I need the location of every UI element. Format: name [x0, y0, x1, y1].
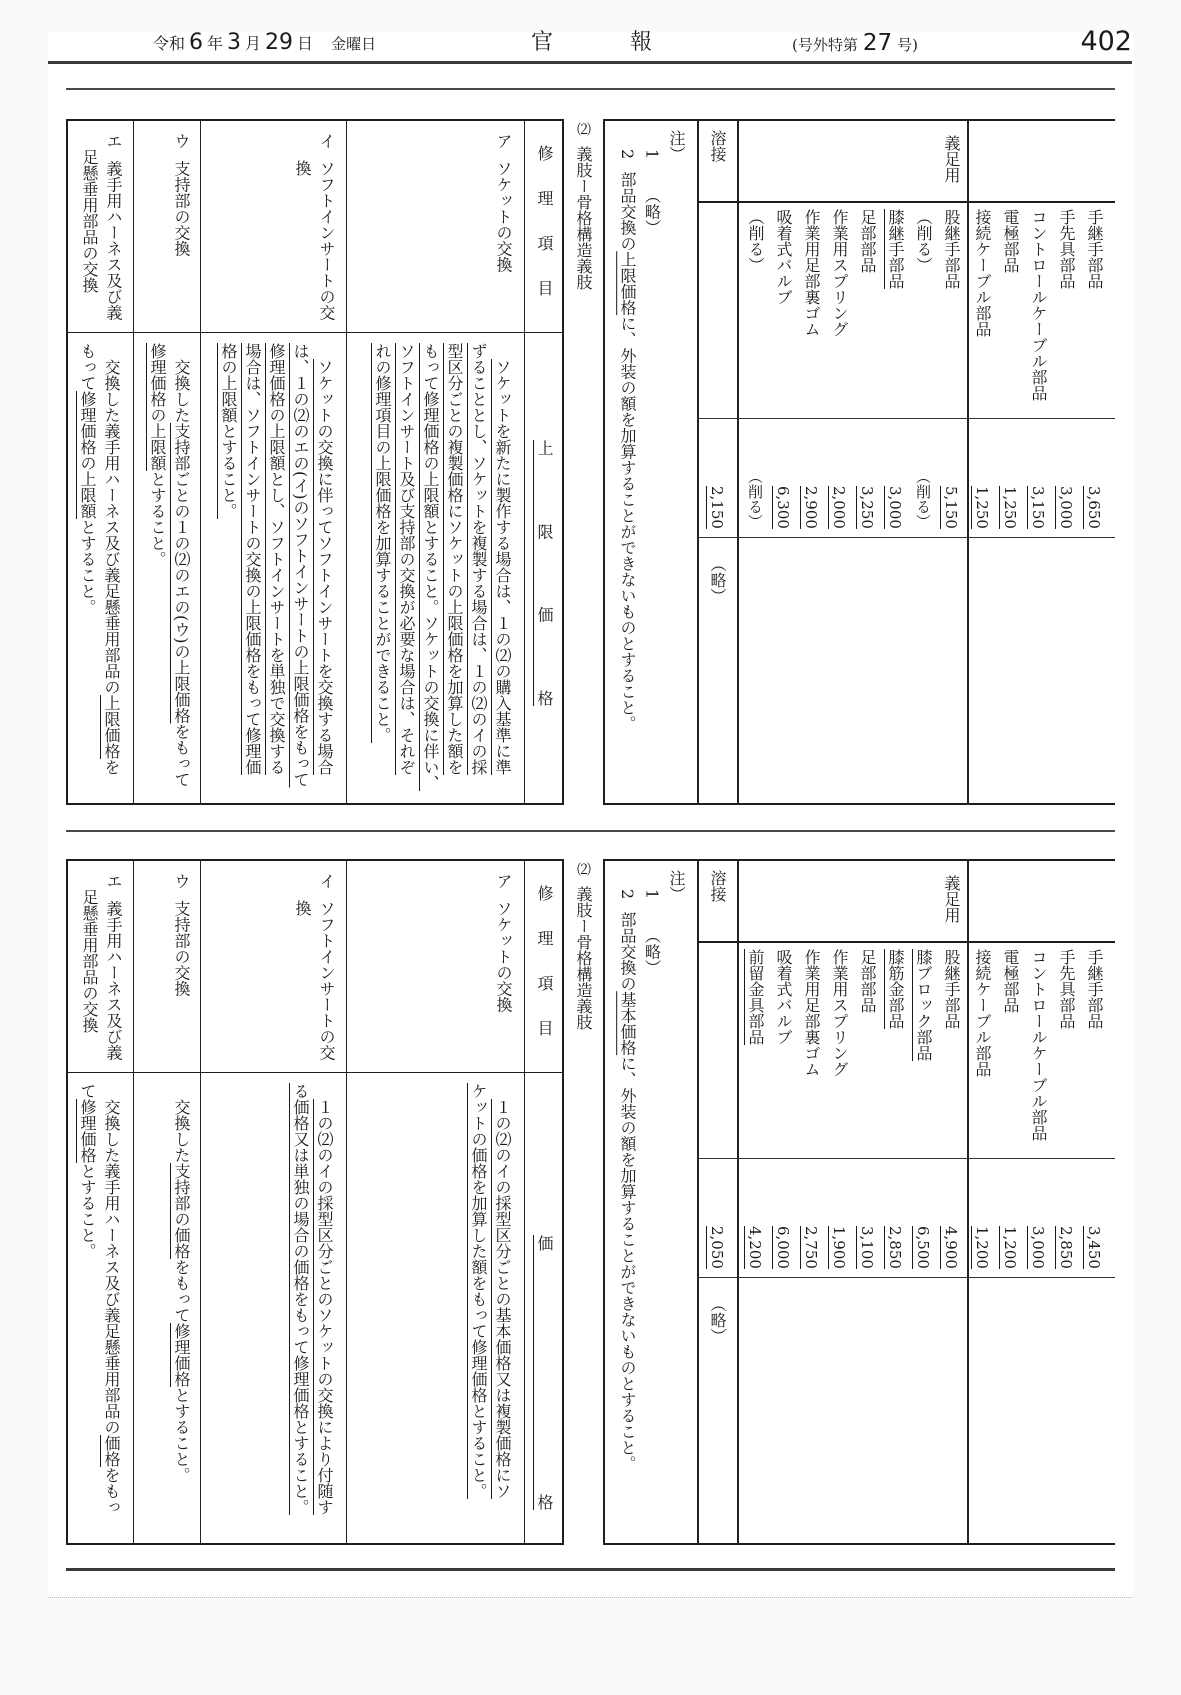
- part-name: 接続ケーブル部品: [973, 949, 992, 1077]
- welding-label: 溶接: [708, 130, 727, 162]
- price-line: [312, 343, 336, 787]
- welding-omitted: （略）: [708, 1296, 727, 1344]
- table-border: [697, 859, 699, 1545]
- hand-parts-prices: [968, 419, 1108, 529]
- table-border: [697, 537, 1115, 538]
- table-border: [200, 119, 201, 805]
- price-line: [288, 1083, 312, 1515]
- table-border: [737, 119, 739, 805]
- text-segment: をもっ: [102, 1467, 121, 1515]
- header-repair-item: 修理項目: [535, 145, 554, 296]
- text-segment: 修理価格: [172, 1323, 191, 1387]
- part-name: 作業用スプリング: [830, 209, 849, 337]
- price-line: [145, 343, 169, 787]
- table-border: [66, 1072, 564, 1073]
- text-segment: に、外装の額を加算することができないものとすること。: [618, 315, 637, 732]
- row-name: 義手用ハーネス及び義: [104, 160, 123, 321]
- note-number: 2: [618, 149, 637, 160]
- month: 3: [227, 30, 242, 55]
- welding-price: 2,150: [708, 486, 726, 529]
- part-name: 電極部品: [1001, 949, 1020, 1013]
- price-line: [490, 1083, 514, 1499]
- leg-parts-prices: [741, 419, 965, 529]
- text-segment: 支持部ごとの１の⑵のエの(ウ)の上限価格: [172, 423, 191, 724]
- table-border: [133, 859, 134, 1545]
- note-item-2: [615, 870, 640, 1471]
- row-label: エ: [104, 133, 123, 149]
- part-name: 足部部品: [858, 949, 877, 1013]
- row-u-name: [169, 133, 193, 256]
- price-line: [466, 343, 490, 791]
- text-segment: 上限価格: [102, 695, 121, 759]
- part-price: 4,200: [746, 1226, 764, 1269]
- part-price: 2,750: [802, 1226, 820, 1269]
- issue-num: 27: [862, 30, 893, 56]
- part-name: 作業用足部裏ゴム: [802, 949, 821, 1077]
- day-suffix: 日: [297, 34, 314, 53]
- table-border: [346, 119, 347, 805]
- text-segment: 支持部の価格: [172, 1163, 191, 1259]
- text-segment: 部品交換の: [618, 911, 637, 992]
- notes: [615, 870, 689, 1471]
- notes: [615, 130, 689, 731]
- row-name: ソフトインサートの交: [317, 160, 336, 321]
- page-edge-line: [48, 1597, 1133, 1598]
- month-suffix: 月: [245, 34, 262, 53]
- text-segment: 価格: [102, 1435, 121, 1467]
- issue-date: [153, 30, 376, 57]
- row-i-price: [288, 1083, 336, 1515]
- part-price: 4,900: [942, 1226, 960, 1269]
- price-line: [264, 343, 288, 787]
- text-segment: １の⑵のイの採型区分ごとのソケットの交換により付随す: [315, 1099, 334, 1515]
- bottom-rule: [66, 1568, 1115, 1571]
- table-border: [133, 119, 134, 805]
- row-name: ソフトインサートの交: [317, 900, 336, 1061]
- year: 6: [189, 30, 204, 55]
- part-name: 作業用スプリング: [830, 949, 849, 1077]
- text-segment: をもって: [172, 723, 191, 788]
- text-segment: 交換した: [172, 1099, 191, 1163]
- row-name: 支持部の交換: [172, 900, 191, 997]
- text-segment: 上限価格: [618, 251, 637, 316]
- section-number: ⑵: [575, 122, 591, 136]
- name-line: [101, 133, 125, 320]
- text-segment: ソケットを新たに製作する場合は、１の⑵の購入基準に準: [493, 359, 512, 775]
- row-a-name: [491, 133, 515, 272]
- part-name: 電極部品: [1001, 209, 1020, 273]
- row-label: ウ: [172, 873, 191, 889]
- table-border: [524, 859, 525, 1545]
- part-price: 1,250: [973, 486, 991, 529]
- part-name: 膝筋金部品: [886, 949, 905, 1029]
- text-segment: 修理価格の上限額とし、ソフトインサートを単独で交換する: [267, 343, 286, 775]
- row-i-name: [290, 873, 338, 1060]
- era: 令和: [153, 34, 186, 53]
- part-name: 手先具部品: [1057, 949, 1076, 1029]
- text-segment: とすること。: [78, 1163, 97, 1259]
- part-price: 1,250: [1001, 486, 1019, 529]
- note-number: 1: [642, 149, 662, 160]
- part-price: （削る）: [914, 469, 932, 529]
- note-number: 2: [618, 889, 637, 900]
- section-heading: [571, 862, 595, 1030]
- table-border: [66, 332, 564, 333]
- row-a-name: [491, 873, 515, 1012]
- part-name: 股継手部品: [942, 949, 961, 1029]
- part-price: 2,850: [1057, 1226, 1075, 1269]
- part-price: 6,500: [914, 1226, 932, 1269]
- part-price: 3,100: [858, 1226, 876, 1269]
- row-name: ソケットの交換: [494, 900, 513, 1013]
- note-text: （略）: [642, 927, 662, 976]
- row-i-name: [290, 133, 338, 320]
- text-segment: 交換した: [172, 359, 191, 423]
- price-line: [394, 343, 418, 791]
- part-name: 手継手部品: [1085, 209, 1104, 289]
- row-e-price: [75, 1083, 123, 1515]
- gazette-title-kan: 官: [531, 30, 554, 55]
- row-label: ア: [494, 133, 513, 149]
- welding-price-cell: [705, 419, 729, 529]
- price-line: [216, 343, 240, 787]
- row-label: イ: [317, 133, 336, 149]
- gazette-title-po: 報: [630, 30, 653, 55]
- price-line: [75, 343, 99, 775]
- text-segment: ずることとし、ソケットを複製する場合は、１の⑵のイの採: [469, 343, 488, 775]
- part-name: 吸着式バルブ: [774, 949, 793, 1045]
- price-line: [169, 343, 193, 787]
- part-price: 1,200: [1001, 1226, 1019, 1269]
- price-line: [442, 343, 466, 791]
- header-repair-item: 修理項目: [535, 885, 554, 1036]
- row-name: 支持部の交換: [172, 160, 191, 257]
- price-line: [370, 343, 394, 791]
- part-name: 作業用足部裏ゴム: [802, 209, 821, 337]
- text-segment: もって: [78, 343, 97, 391]
- table-border: [737, 859, 739, 1545]
- row-a-price: [370, 343, 514, 791]
- name-line: [491, 133, 515, 272]
- text-segment: 交換した義手用ハーネス及び義足懸垂用部品の: [102, 359, 121, 695]
- row-label: ウ: [172, 133, 191, 149]
- text-segment: 基本価格: [618, 991, 637, 1056]
- price-line: [418, 343, 442, 791]
- part-price: 3,000: [1057, 486, 1075, 529]
- leg-parts-names: [741, 209, 965, 337]
- header-rule: [48, 61, 1132, 64]
- part-price: 3,000: [1029, 1226, 1047, 1269]
- row-e-name: [77, 873, 125, 1060]
- text-segment: 格の上限額とすること。: [219, 343, 238, 519]
- text-segment: とすること。: [78, 519, 97, 615]
- name-line: [101, 873, 125, 1060]
- part-name: コントロールケーブル部品: [1029, 949, 1048, 1141]
- text-segment: に、外装の額を加算することができないものとすること。: [618, 1055, 637, 1472]
- text-segment: ケットの価格を加算した額をもって修理価格とすること。: [469, 1083, 488, 1499]
- price-line: [240, 343, 264, 787]
- text-segment: をもって: [172, 1259, 191, 1323]
- table-border: [524, 119, 525, 805]
- price-line: [99, 343, 123, 775]
- section-heading: [571, 122, 595, 290]
- table-border: [697, 119, 699, 805]
- part-name: 手先具部品: [1057, 209, 1076, 289]
- amended-section: [0, 119, 1181, 805]
- part-price: 3,150: [1029, 486, 1047, 529]
- row-name: 義手用ハーネス及び義: [104, 900, 123, 1061]
- note-text: （略）: [642, 187, 662, 236]
- table-border: [697, 1277, 1115, 1278]
- section-number: ⑵: [575, 862, 591, 876]
- row-u-price: [169, 1083, 193, 1483]
- notes-label: 注）: [667, 870, 686, 902]
- notes-label: 注）: [667, 130, 686, 162]
- name-line: 換: [293, 160, 312, 177]
- row-u-price: [145, 343, 193, 787]
- part-price: （削る）: [746, 469, 764, 529]
- part-name: （削る）: [746, 209, 765, 273]
- price-line: [490, 343, 514, 791]
- price-line: [169, 1083, 193, 1483]
- row-i-price: [216, 343, 336, 787]
- middle-rule: [66, 830, 1115, 832]
- leg-parts-names: [741, 949, 965, 1077]
- page-number: 402: [1080, 26, 1132, 57]
- issue-number: [792, 30, 918, 58]
- part-price: 3,000: [886, 486, 904, 529]
- name-line: 換: [293, 900, 312, 917]
- text-segment: 修理価格の上限額: [148, 343, 167, 471]
- part-price: 5,150: [942, 486, 960, 529]
- text-segment: て: [78, 1083, 97, 1099]
- part-price: 6,000: [774, 1226, 792, 1269]
- row-label: エ: [104, 873, 123, 889]
- part-name: 前留金具部品: [746, 949, 765, 1045]
- part-name: コントロールケーブル部品: [1029, 209, 1048, 401]
- year-suffix: 年: [207, 34, 224, 53]
- text-segment: 場合は、ソフトインサートの交換の上限価格をもって修理価: [243, 343, 262, 775]
- top-rule: [66, 88, 1115, 90]
- hand-parts-names: [968, 949, 1108, 1141]
- name-line: [314, 873, 338, 1060]
- row-e-name: [77, 133, 125, 320]
- text-segment: は、１の⑵のエの(イ)のソフトインサートの上限価格をもって: [291, 343, 310, 788]
- text-segment: れの修理項目の上限価格を加算することができること。: [373, 343, 392, 743]
- header-price: 上限価格: [535, 440, 554, 706]
- table-border: [200, 859, 201, 1545]
- price-line: [288, 343, 312, 787]
- issue-close: 号): [897, 36, 918, 54]
- welding-price-cell: [705, 1159, 729, 1269]
- welding-label: 溶接: [708, 870, 727, 902]
- part-name: 吸着式バルブ: [774, 209, 793, 305]
- row-label: イ: [317, 873, 336, 889]
- welding-price: 2,050: [708, 1226, 726, 1269]
- part-name: 膝継手部品: [886, 209, 905, 289]
- text-segment: １の⑵のイの採型区分ごとの基本価格又は複製価格にソ: [493, 1099, 512, 1499]
- table-border: [697, 201, 1115, 203]
- row-label: ア: [494, 873, 513, 889]
- text-segment: 修理価格の上限額: [78, 391, 97, 519]
- part-price: 3,250: [858, 486, 876, 529]
- part-price: 3,450: [1085, 1226, 1103, 1269]
- name-line: 足懸垂用部品の交換: [80, 889, 99, 1033]
- welding-omitted: （略）: [708, 556, 727, 604]
- note-item-1: [639, 130, 664, 731]
- price-line: [312, 1083, 336, 1515]
- row-e-price: [75, 343, 123, 775]
- table-border: [346, 859, 347, 1545]
- name-line: 足懸垂用部品の交換: [80, 149, 99, 293]
- part-name: 足部部品: [858, 209, 877, 273]
- part-price: 1,900: [830, 1226, 848, 1269]
- name-line: [314, 133, 338, 320]
- part-price: 1,200: [973, 1226, 991, 1269]
- note-number: 1: [642, 889, 662, 900]
- part-name: 接続ケーブル部品: [973, 209, 992, 337]
- leg-category: 義足用: [942, 875, 961, 923]
- text-segment: 部品交換の: [618, 171, 637, 252]
- text-segment: を: [102, 759, 121, 775]
- name-line: [169, 873, 193, 996]
- part-price: 2,900: [802, 486, 820, 529]
- text-segment: る価格又は単独の場合の価格をもって修理価格とすること。: [291, 1083, 310, 1515]
- price-line: [466, 1083, 490, 1499]
- name-line: [491, 873, 515, 1012]
- note-item-1: [639, 870, 664, 1471]
- section-title: 義肢ー骨格構造義肢: [574, 885, 593, 1030]
- row-u-name: [169, 873, 193, 996]
- leg-category: 義足用: [942, 135, 961, 183]
- text-segment: もって修理価格の上限額とすること。ソケットの交換に伴い、: [421, 343, 440, 791]
- price-line: [99, 1083, 123, 1515]
- leg-parts-prices: [741, 1159, 965, 1269]
- row-a-price: [466, 1083, 514, 1499]
- weekday: 金曜日: [331, 35, 377, 53]
- text-segment: 交換した義手用ハーネス及び義足懸垂用部品の: [102, 1099, 121, 1435]
- name-line: [169, 133, 193, 256]
- row-name: ソケットの交換: [494, 160, 513, 273]
- issue-open: (号外特第: [792, 36, 858, 54]
- header-price: 価格: [535, 1235, 554, 1510]
- part-price: 3,650: [1085, 486, 1103, 529]
- text-segment: 型区分ごとの複製価格にソケットの上限価格を加算した額を: [445, 343, 464, 775]
- price-line: [75, 1083, 99, 1515]
- part-price: 2,850: [886, 1226, 904, 1269]
- day: 29: [265, 30, 294, 55]
- hand-parts-names: [968, 209, 1108, 401]
- part-name: 手継手部品: [1085, 949, 1104, 1029]
- text-segment: とすること。: [148, 471, 167, 567]
- text-segment: ソフトインサート及び支持部の交換が必要な場合は、それぞ: [397, 343, 416, 775]
- text-segment: ソケットの交換に伴ってソフトインサートを交換する場合: [315, 359, 334, 775]
- part-price: 6,300: [774, 486, 792, 529]
- text-segment: とすること。: [172, 1387, 191, 1483]
- part-name: 股継手部品: [942, 209, 961, 289]
- part-price: 2,000: [830, 486, 848, 529]
- note-item-2: [615, 130, 640, 731]
- table-border: [697, 941, 1115, 943]
- text-segment: 修理価格: [78, 1099, 97, 1163]
- part-name: （削る）: [914, 209, 933, 273]
- section-title: 義肢ー骨格構造義肢: [574, 145, 593, 290]
- hand-parts-prices: [968, 1159, 1108, 1269]
- part-name: 膝ブロック部品: [914, 949, 933, 1061]
- original-section: [0, 859, 1181, 1545]
